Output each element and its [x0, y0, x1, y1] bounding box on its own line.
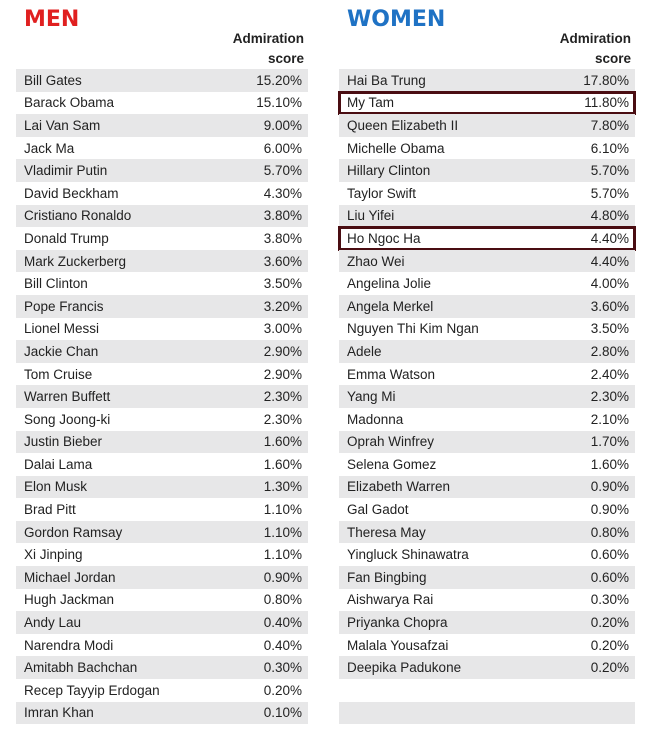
men-admiration-score: 3.60% [263, 253, 302, 269]
men-admiration-score: 2.90% [263, 366, 302, 382]
men-table-row [16, 363, 308, 386]
women-admiration-score: 3.50% [590, 321, 629, 337]
women-table-row [339, 611, 635, 634]
men-admiration-score: 1.10% [263, 524, 302, 540]
men-table-row [16, 227, 308, 250]
men-table-row [16, 431, 308, 454]
women-table [339, 0, 635, 742]
women-table-row [339, 340, 635, 363]
women-admiration-score: 4.00% [590, 276, 629, 292]
men-person-name: Cristiano Ronaldo [24, 208, 132, 224]
women-table-row [339, 408, 635, 431]
men-table-row [16, 340, 308, 363]
women-table-row [339, 227, 635, 250]
men-table-row [16, 272, 308, 295]
men-person-name: Mark Zuckerberg [24, 253, 127, 269]
men-person-name: Lionel Messi [24, 321, 100, 337]
men-person-name: David Beckham [24, 185, 119, 201]
women-person-name: Taylor Swift [347, 185, 417, 201]
women-person-name: Fan Bingbing [347, 569, 427, 585]
women-person-name: Angela Merkel [347, 298, 434, 314]
men-person-name: Donald Trump [24, 230, 109, 246]
women-person-name: Zhao Wei [347, 253, 405, 269]
men-admiration-score: 15.10% [256, 95, 302, 111]
women-admiration-score: 2.10% [590, 411, 629, 427]
men-score-header-line1: Admiration [232, 31, 304, 46]
men-person-name: Pope Francis [24, 298, 104, 314]
men-table-row [16, 137, 308, 160]
men-admiration-score: 0.30% [263, 660, 302, 676]
men-table-row [16, 498, 308, 521]
men-table [16, 0, 308, 742]
women-person-name: Gal Gadot [347, 502, 409, 518]
women-admiration-score: 2.30% [590, 389, 629, 405]
women-person-name: Michelle Obama [347, 140, 445, 156]
women-table-row [339, 137, 635, 160]
men-admiration-score: 6.00% [263, 140, 302, 156]
women-person-name: Nguyen Thi Kim Ngan [347, 321, 479, 337]
men-admiration-score: 0.10% [263, 705, 302, 721]
men-person-name: Song Joong-ki [24, 411, 111, 427]
women-admiration-score: 0.20% [590, 660, 629, 676]
men-admiration-score: 15.20% [256, 72, 302, 88]
women-empty-row [339, 702, 635, 725]
women-admiration-score: 1.60% [590, 456, 629, 472]
men-admiration-score: 0.40% [263, 637, 302, 653]
women-table-row [339, 589, 635, 612]
women-admiration-score: 5.70% [590, 185, 629, 201]
men-table-row [16, 611, 308, 634]
women-admiration-score: 0.90% [590, 479, 629, 495]
women-person-name: Malala Yousafzai [347, 637, 449, 653]
women-person-name: Yang Mi [347, 389, 396, 405]
women-table-row [339, 543, 635, 566]
women-table-row [339, 656, 635, 679]
women-table-row [339, 431, 635, 454]
men-person-name: Elon Musk [24, 479, 88, 495]
women-person-name: My Tam [347, 95, 395, 111]
women-admiration-score: 17.80% [583, 72, 629, 88]
women-person-name: Queen Elizabeth II [347, 117, 459, 133]
men-person-name: Bill Gates [24, 72, 82, 88]
men-table-row [16, 408, 308, 431]
women-person-name: Elizabeth Warren [347, 479, 451, 495]
men-table-row [16, 702, 308, 725]
women-person-name: Oprah Winfrey [347, 434, 435, 450]
men-person-name: Brad Pitt [24, 502, 76, 518]
women-table-row [339, 92, 635, 115]
women-score-header-line2: score [594, 51, 631, 66]
women-admiration-score: 3.60% [590, 298, 629, 314]
women-table-row [339, 385, 635, 408]
women-person-name: Hillary Clinton [347, 163, 431, 179]
men-table-row [16, 295, 308, 318]
men-admiration-score: 0.90% [263, 569, 302, 585]
men-person-name: Jackie Chan [24, 343, 99, 359]
men-person-name: Warren Buffett [24, 389, 111, 405]
women-admiration-score: 4.80% [590, 208, 629, 224]
women-table-row [339, 114, 635, 137]
women-admiration-score: 11.80% [584, 95, 629, 111]
men-person-name: Amitabh Bachchan [24, 660, 138, 676]
men-table-row [16, 182, 308, 205]
women-table-row [339, 634, 635, 657]
men-admiration-score: 1.60% [263, 456, 302, 472]
men-title: MEN [24, 7, 80, 32]
women-person-name: Selena Gomez [347, 456, 437, 472]
women-empty-row [339, 679, 635, 702]
women-admiration-score: 4.40% [590, 253, 629, 269]
women-table-row [339, 69, 635, 92]
men-table-row [16, 159, 308, 182]
men-person-name: Gordon Ramsay [24, 524, 123, 540]
men-table-row [16, 634, 308, 657]
men-admiration-score: 2.30% [263, 389, 302, 405]
men-person-name: Vladimir Putin [24, 163, 108, 179]
men-table-row [16, 92, 308, 115]
men-admiration-score: 0.40% [263, 615, 302, 631]
women-admiration-score: 0.90% [590, 502, 629, 518]
women-person-name: Ho Ngoc Ha [347, 230, 421, 246]
women-table-row [339, 205, 635, 228]
men-person-name: Xi Jinping [24, 547, 83, 563]
women-person-name: Yingluck Shinawatra [347, 547, 469, 563]
women-admiration-score: 7.80% [590, 117, 629, 133]
men-admiration-score: 1.10% [263, 502, 302, 518]
men-admiration-score: 3.50% [263, 276, 302, 292]
women-table-row [339, 363, 635, 386]
women-person-name: Emma Watson [347, 366, 436, 382]
men-table-row [16, 69, 308, 92]
men-table-row [16, 543, 308, 566]
men-table-row [16, 476, 308, 499]
women-admiration-score: 0.60% [590, 547, 629, 563]
women-admiration-score: 2.40% [590, 366, 629, 382]
men-table-row [16, 205, 308, 228]
men-admiration-score: 3.80% [263, 230, 302, 246]
women-admiration-score: 0.20% [590, 637, 629, 653]
men-person-name: Andy Lau [24, 615, 82, 631]
women-table-row [339, 272, 635, 295]
women-person-name: Priyanka Chopra [347, 615, 448, 631]
women-admiration-score: 6.10% [590, 140, 629, 156]
men-table-row [16, 318, 308, 341]
men-person-name: Lai Van Sam [24, 117, 101, 133]
women-score-header-line1: Admiration [559, 31, 631, 46]
men-admiration-score: 1.30% [263, 479, 302, 495]
women-admiration-score: 0.20% [590, 615, 629, 631]
women-person-name: Theresa May [347, 524, 426, 540]
women-table-row [339, 159, 635, 182]
men-person-name: Recep Tayyip Erdogan [24, 682, 160, 698]
men-person-name: Dalai Lama [24, 456, 93, 472]
women-admiration-score: 0.30% [590, 592, 629, 608]
women-table-row [339, 453, 635, 476]
women-table-row [339, 521, 635, 544]
women-person-name: Madonna [347, 411, 404, 427]
men-table-row [16, 521, 308, 544]
women-admiration-score: 0.80% [590, 524, 629, 540]
women-admiration-score: 2.80% [590, 343, 629, 359]
men-rows [16, 69, 308, 724]
men-table-row [16, 566, 308, 589]
men-person-name: Michael Jordan [24, 569, 116, 585]
women-person-name: Liu Yifei [347, 208, 395, 224]
women-table-row [339, 318, 635, 341]
men-admiration-score: 5.70% [263, 163, 302, 179]
men-person-name: Barack Obama [24, 95, 115, 111]
men-table-row [16, 114, 308, 137]
men-person-name: Tom Cruise [24, 366, 93, 382]
women-title: WOMEN [347, 7, 446, 32]
men-admiration-score: 3.00% [263, 321, 302, 337]
men-person-name: Jack Ma [24, 140, 75, 156]
men-table-row [16, 250, 308, 273]
men-table-row [16, 453, 308, 476]
women-person-name: Angelina Jolie [347, 276, 432, 292]
men-admiration-score: 9.00% [263, 117, 302, 133]
men-admiration-score: 0.80% [263, 592, 302, 608]
men-admiration-score: 2.30% [263, 411, 302, 427]
women-person-name: Adele [347, 343, 382, 359]
men-admiration-score: 1.60% [263, 434, 302, 450]
women-person-name: Hai Ba Trung [347, 72, 426, 88]
men-person-name: Narendra Modi [24, 637, 114, 653]
women-table-row [339, 498, 635, 521]
women-table-row [339, 566, 635, 589]
women-table-row [339, 295, 635, 318]
men-admiration-score: 3.20% [263, 298, 302, 314]
men-score-header [214, 29, 304, 69]
women-table-row [339, 476, 635, 499]
men-table-row [16, 679, 308, 702]
men-admiration-score: 2.90% [263, 343, 302, 359]
women-score-header [541, 29, 631, 69]
men-admiration-score: 3.80% [263, 208, 302, 224]
men-admiration-score: 4.30% [263, 185, 302, 201]
women-admiration-score: 5.70% [590, 163, 629, 179]
women-person-name: Deepika Padukone [347, 660, 462, 676]
men-person-name: Hugh Jackman [24, 592, 115, 608]
women-table-row [339, 250, 635, 273]
women-admiration-score: 0.60% [590, 569, 629, 585]
men-person-name: Imran Khan [24, 705, 94, 721]
men-admiration-score: 1.10% [263, 547, 302, 563]
men-person-name: Justin Bieber [24, 434, 103, 450]
men-table-row [16, 385, 308, 408]
men-admiration-score: 0.20% [263, 682, 302, 698]
men-score-header-line2: score [267, 51, 304, 66]
men-person-name: Bill Clinton [24, 276, 88, 292]
women-table-row [339, 182, 635, 205]
women-rows [339, 69, 635, 724]
men-table-row [16, 589, 308, 612]
men-table-row [16, 656, 308, 679]
women-person-name: Aishwarya Rai [347, 592, 434, 608]
women-admiration-score: 1.70% [590, 434, 629, 450]
women-admiration-score: 4.40% [590, 230, 629, 246]
